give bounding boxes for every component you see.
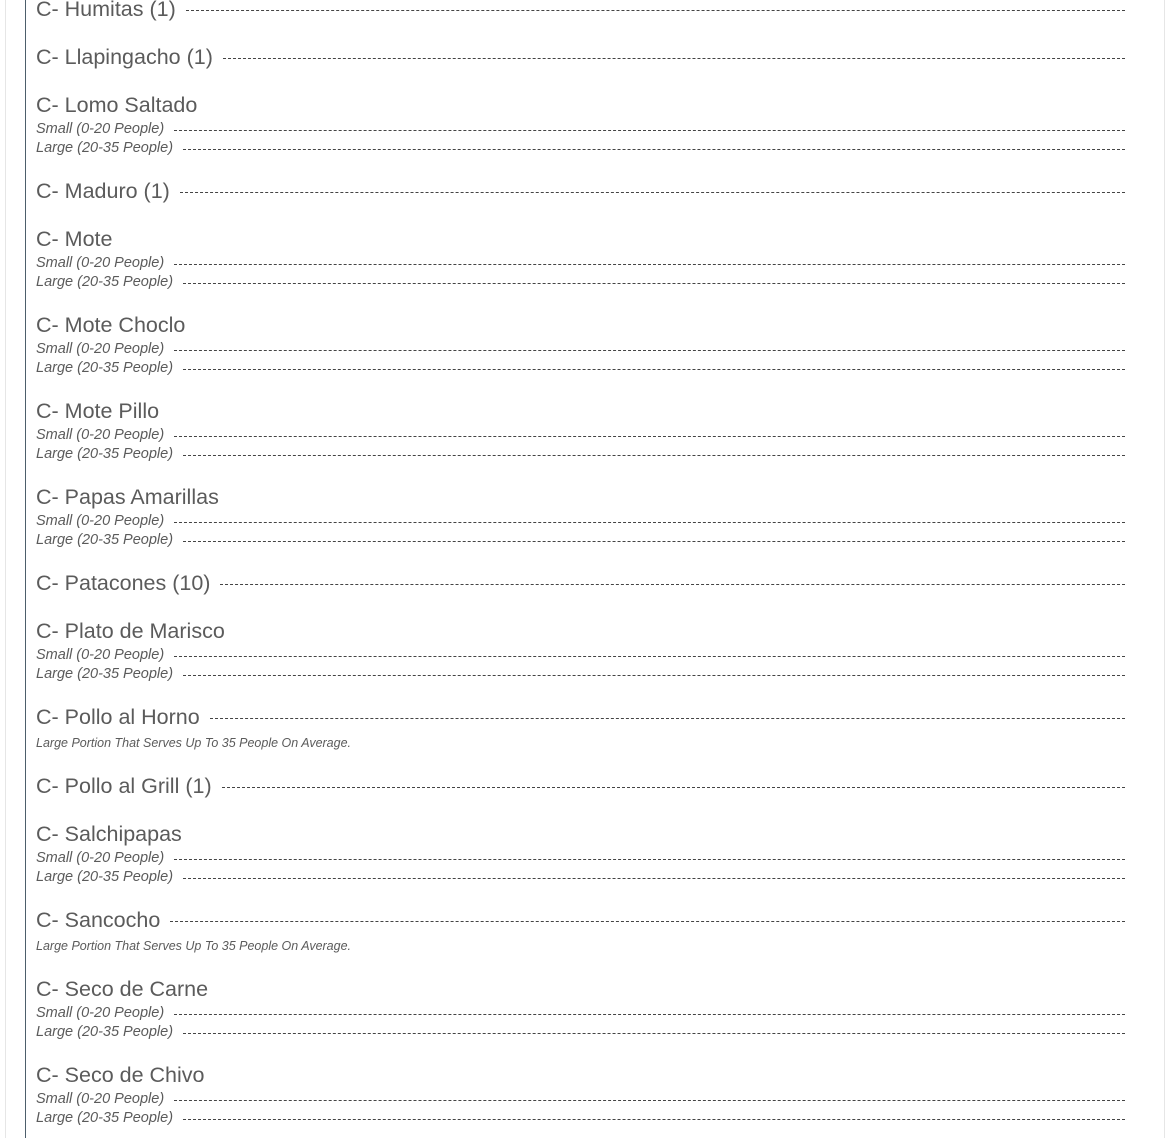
size-large-label: Large (20-35 People) — [36, 666, 174, 682]
menu-item-title: C- Salchipapas — [36, 822, 182, 846]
menu-item — [36, 568, 1125, 598]
dotted-leader — [183, 1033, 1125, 1034]
dotted-leader — [186, 10, 1125, 11]
size-large-label: Large (20-35 People) — [36, 532, 174, 548]
dotted-leader — [183, 675, 1125, 676]
dotted-leader — [183, 878, 1125, 879]
dotted-leader — [180, 192, 1125, 193]
dotted-leader — [174, 1014, 1125, 1015]
menu-item-title: C- Maduro (1) — [36, 179, 170, 203]
menu-item — [36, 0, 1125, 24]
dotted-leader — [183, 1119, 1125, 1120]
menu-item-title: C- Mote Choclo — [36, 313, 186, 337]
size-small-label: Small (0-20 People) — [36, 513, 165, 529]
size-large-label: Large (20-35 People) — [36, 274, 174, 290]
menu-item-title: C- Papas Amarillas — [36, 485, 219, 509]
menu-item — [36, 771, 1125, 801]
size-small-label: Small (0-20 People) — [36, 255, 165, 271]
size-large-label: Large (20-35 People) — [36, 140, 174, 156]
menu-item — [36, 224, 1125, 292]
dotted-leader — [210, 718, 1125, 719]
page-right-border — [1164, 0, 1165, 1138]
menu-list — [36, 0, 1125, 1138]
size-large-label: Large (20-35 People) — [36, 869, 174, 885]
menu-item — [36, 1060, 1125, 1128]
menu-item-description: Large Portion That Serves Up To 35 People On Average. — [36, 736, 352, 750]
menu-item-title: C- Mote — [36, 227, 113, 251]
size-small-label: Small (0-20 People) — [36, 647, 165, 663]
size-small-label: Small (0-20 People) — [36, 341, 165, 357]
menu-item — [36, 616, 1125, 684]
menu-item-title: C- Mote Pillo — [36, 399, 160, 423]
dotted-leader — [174, 264, 1125, 265]
size-small-label: Small (0-20 People) — [36, 121, 165, 137]
menu-item — [36, 396, 1125, 464]
menu-item-title: C- Patacones (10) — [36, 571, 211, 595]
menu-item-title: C- Pollo al Horno — [36, 705, 200, 729]
menu-item — [36, 905, 1125, 956]
menu-item — [36, 176, 1125, 206]
menu-item-title: C- Humitas (1) — [36, 0, 176, 21]
menu-item-title: C- Pollo al Grill (1) — [36, 774, 212, 798]
menu-item-title: C- Seco de Chivo — [36, 1063, 205, 1087]
page-left-border — [5, 0, 6, 1138]
menu-item-title: C- Lomo Saltado — [36, 93, 198, 117]
menu-item — [36, 310, 1125, 378]
dotted-leader — [222, 787, 1125, 788]
menu-item — [36, 42, 1125, 72]
size-small-label: Small (0-20 People) — [36, 850, 165, 866]
dotted-leader — [174, 1100, 1125, 1101]
dotted-leader — [174, 656, 1125, 657]
menu-item — [36, 819, 1125, 887]
dotted-leader — [183, 283, 1125, 284]
dotted-leader — [174, 436, 1125, 437]
size-small-label: Small (0-20 People) — [36, 1005, 165, 1021]
size-large-label: Large (20-35 People) — [36, 1110, 174, 1126]
menu-item — [36, 702, 1125, 753]
dotted-leader — [174, 859, 1125, 860]
menu-item-description: Large Portion That Serves Up To 35 People On Average. — [36, 939, 352, 953]
menu-item-title: C- Llapingacho (1) — [36, 45, 213, 69]
size-large-label: Large (20-35 People) — [36, 360, 174, 376]
size-small-label: Small (0-20 People) — [36, 427, 165, 443]
menu-item — [36, 974, 1125, 1042]
size-small-label: Small (0-20 People) — [36, 1091, 165, 1107]
dotted-leader — [183, 149, 1125, 150]
dotted-leader — [174, 522, 1125, 523]
menu-item-title: C- Sancocho — [36, 908, 161, 932]
menu-item — [36, 482, 1125, 550]
dotted-leader — [174, 130, 1125, 131]
menu-item-title: C- Seco de Carne — [36, 977, 209, 1001]
dotted-leader — [223, 58, 1125, 59]
dotted-leader — [183, 541, 1125, 542]
size-large-label: Large (20-35 People) — [36, 1024, 174, 1040]
dotted-leader — [183, 455, 1125, 456]
dotted-leader — [220, 584, 1125, 585]
dotted-leader — [183, 369, 1125, 370]
menu-item — [36, 90, 1125, 158]
size-large-label: Large (20-35 People) — [36, 446, 174, 462]
dotted-leader — [174, 350, 1125, 351]
menu-item-title: C- Plato de Marisco — [36, 619, 225, 643]
dotted-leader — [170, 921, 1125, 922]
